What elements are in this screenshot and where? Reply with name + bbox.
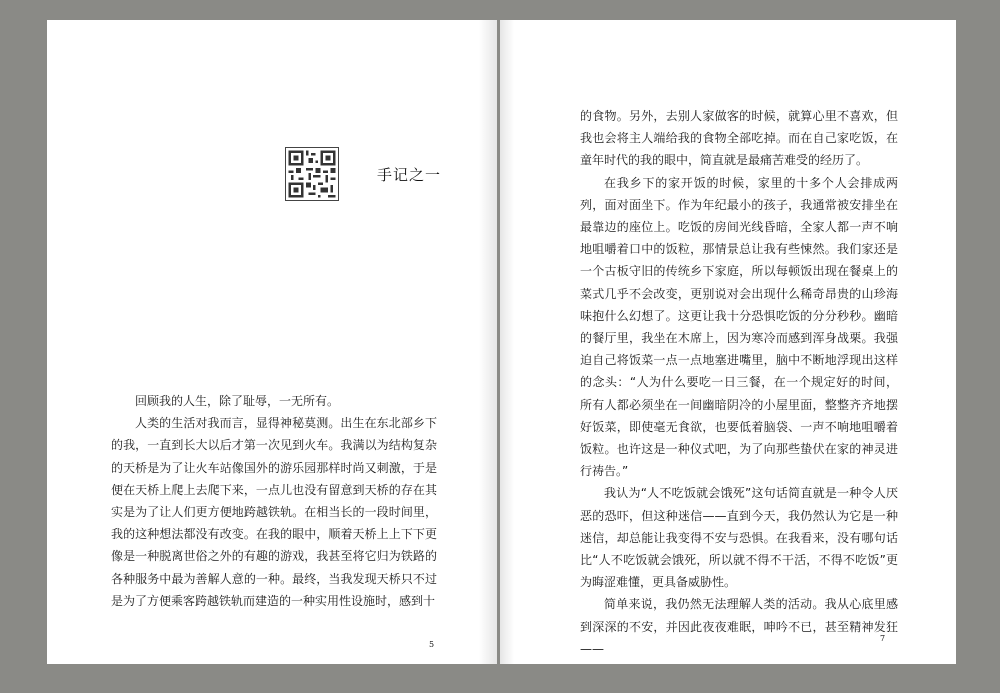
- page-number: 7: [880, 634, 886, 643]
- gutter-shadow: [479, 20, 497, 664]
- qr-code-image: [285, 147, 339, 201]
- paragraph: 的食物。另外，去别人家做客的时候，就算心里不喜欢，但我也会将主人端给我的食物全部吃掉。而在自己家吃饭，在童年时代的我的眼中，简直就是最痛苦难受的经历了。: [580, 109, 898, 168]
- paragraph: 简单来说，我仍然无法理解人类的活动。我从心底里感到深深的不安，并因此夜夜难眠，呻吟不已，甚至精神发狂——: [580, 597, 898, 656]
- gutter-shadow: [500, 20, 514, 664]
- left-page-body: [111, 390, 437, 612]
- chapter-title: 手记之一: [377, 166, 442, 184]
- paragraph: 人类的生活对我而言，显得神秘莫测。出生在东北部乡下的我，一直到长大以后才第一次见到火车。我满以为结构复杂的天桥是为了让火车站像国外的游乐园那样时尚又刺激，于是便在天桥上爬上去爬下来，一点儿也没有留意到天桥的存在其实是为了让人们更方便地跨越铁轨。在相当长的一段时间里，我的这种想法都没有改变。在我的眼中，顺着天桥上上下下更像是一种脱离世俗之外的有趣的游戏，我甚至将它归为铁路的各种服务中最为善解人意的一种。最终，当我发现天桥只不过是为了方便乘客跨越铁轨而建造的一种实用性设施时，感到十: [111, 416, 437, 608]
- paragraph: 在我乡下的家开饭的时候，家里的十多个人会排成两列，面对面坐下。作为年纪最小的孩子，我通常被安排坐在最靠边的座位上。吃饭的房间光线昏暗，全家人都一声不响地咀嚼着口中的饭粒，那情景总让我有些悚然。我们家还是一个古板守旧的传统乡下家庭，所以每顿饭出现在餐桌上的菜式几乎不会改变，更别说对会出现什么稀奇昂贵的山珍海味抱什么幻想了。这更让我十分恐惧吃饭的分分秒秒。幽暗的餐厅里，我坐在木席上，因为寒冷而感到浑身战栗。我强迫自己将饭菜一点一点地塞进嘴里，脑中不断地浮现出这样的念头：“人为什么要吃一日三餐，在一个规定好的时间，所有人都必须坐在一间幽暗阴冷的小屋里面，整整齐齐地摆好饭菜，即使毫无食欲，也要低着脑袋、一声不响地咀嚼着饭粒。也许这是一种仪式吧，为了向那些蛰伏在家的神灵进行祷告。”: [580, 175, 898, 479]
- right-page: [500, 20, 956, 664]
- right-page-body: [580, 105, 898, 660]
- page-number: 5: [429, 640, 435, 649]
- left-page: [47, 20, 497, 664]
- paragraph: 我认为“人不吃饭就会饿死”这句话简直就是一种令人厌恶的恐吓，但这种迷信——直到今天，我仍然认为它是一种迷信，却总能让我变得不安与恐惧。在我看来，没有哪句话比“人不吃饭就会饿死，所以就不得不干活，不得不吃饭”更为晦涩难懂，更具备威胁性。: [580, 486, 898, 590]
- paragraph: 回顾我的人生，除了耻辱，一无所有。: [135, 394, 340, 408]
